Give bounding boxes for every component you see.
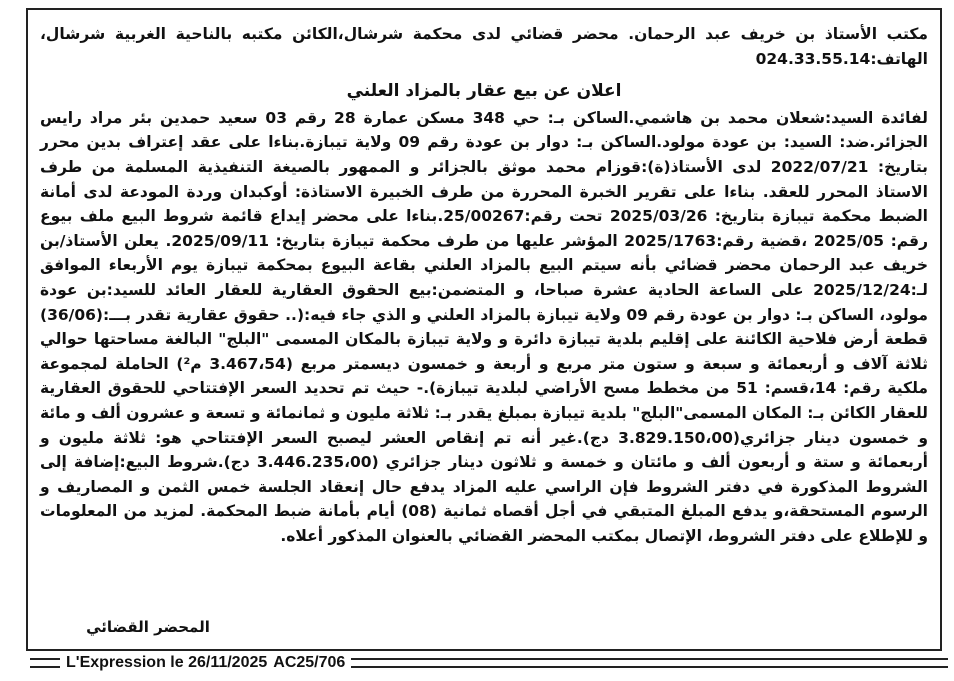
signature-label: المحضر القضائي (86, 618, 210, 636)
publication-footer (30, 652, 948, 674)
notice-paragraph: لفائدة السيد:شعلان محمد بن هاشمي.الساكن بـ: حي 348 مسكن عمارة 28 رقم 03 سعيد حمدين بئر مراد رايس الجزائر.ضد: السيد: بن عودة مولود.الساكن بـ: دوار بن عودة رقم 09 ولاية تيبازة.بناءا على عقد إعتراف بدين محرر بتاريخ: 2022/07/21 لدى الأستاذ(ة):قوزام محمد موثق بالجزائر و الممهور بالصيغة التنفيذية المسلمة من طرف الاستاذ المحرر للعقد. بناءا على تقرير الخبرة المحررة من طرف الخبيرة الاستاذة: أوكبدان وردة المودعة لدى أمانة الضبط محكمة تيبازة بتاريخ: 2025/03/26 تحت رقم:25/00267.بناءا على محضر إيداع قائمة شروط البيع ملف بيوع رقم: 2025/05 ،قضية رقم:2025/1763 المؤشر عليها من طرف محكمة تيبازة بتاريخ: 2025/09/11. يعلن الأستاذ/بن خريف عبد الرحمان محضر قضائي بأنه سيتم البيع بالمزاد العلني بقاعة البيوع بمحكمة تيبازة يوم الأربعاء الموافق لـ:2025/12/24 على الساعة الحادية عشرة صباحا، و المتضمن:بيع الحقوق العقارية للعقار العائد للسيد:بن عودة مولود، الساكن بـ: دوار بن عودة رقم 09 ولاية تيبازة بالمزاد العلني و الذي جاء فيه:(.. حقوق عقارية تقدر بـــ:(36/06) قطعة أرض فلاحية الكائنة على إقليم بلدية تيبازة دائرة و ولاية تيبازة بالمكان المسمى "البلج" البالغة مساحتها حوالي ثلاثة آلاف و أربعمائة و سبعة و ستون متر مربع و أربعة و خمسون ديسمتر مربع (3.467،54 م²) الحاملة لمجموعة ملكية رقم: 14،قسم: 51 من مخطط مسح الأراضي لبلدية تيبازة).- حيث تم تحديد السعر الإفتتاحي للحقوق العقارية للعقار الكائن بـ: المكان المسمى"البلج" بلدية تيبازة بمبلغ يقدر بـ: ثلاثة مليون و ثمانمائة و تسعة و عشرون ألف و مائة و خمسون دينار جزائري(3.829.150،00 دج).غير أنه تم إنقاص العشر ليصبح السعر الإفتتاحي هو: ثلاثة مليون و أربعمائة و ستة و أربعون ألف و مائتان و خمسة و ثلاثون دينار جزائري (3.446.235،00 دج).شروط البيع:إضافة إلى الشروط المذكورة في دفتر الشروط فإن الراسي عليه المزاد يدفع حال إنعقاد الجلسة خمس الثمن و المصاريف و الرسوم المستحقة،و يدفع المبلغ المتبقي في أجل أقصاه ثمانية (08) أيام بأمانة ضبط المحكمة. لمزيد من المعلومات و للإطلاع على دفتر الشروط، الإتصال بمكتب المحضر القضائي بالعنوان المذكور أعلاه. (40, 108, 929, 545)
legal-notice-box (26, 8, 942, 651)
publication-reference: AC25/706 (273, 654, 346, 671)
footer-rule-right (351, 658, 948, 668)
notice-title: اعلان عن بيع عقار بالمزاد العلني (346, 81, 622, 102)
footer-rule-left (30, 658, 60, 668)
office-header: مكتب الأستاذ بن خريف عبد الرحمان. محضر قضائي لدى محكمة شرشال،الكائن مكتبه بالناحية الغربية شرشال، الهاتف:024.33.55.14 (40, 25, 928, 68)
publication-date: L'Expression le 26/11/2025 (66, 654, 268, 671)
notice-body (40, 22, 928, 548)
